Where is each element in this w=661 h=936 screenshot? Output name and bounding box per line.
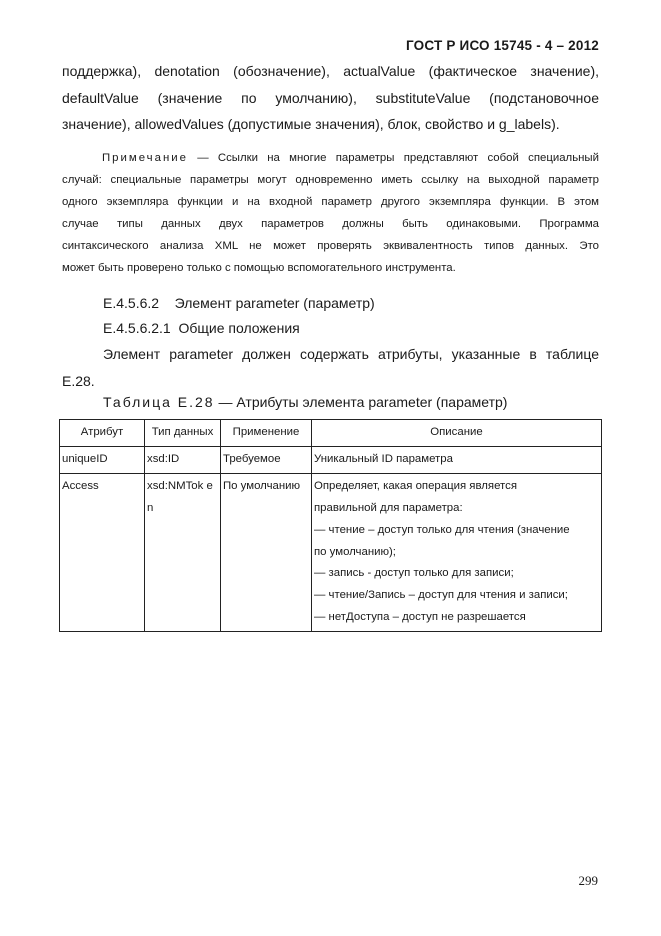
intro-paragraph [62,58,599,138]
note-block [62,148,599,279]
table-row [60,473,602,631]
description-line: — чтение – доступ только для чтения (значение [314,523,570,536]
cell-attribute: uniqueID [60,446,145,473]
page-number: 299 [578,873,598,888]
table-row [60,446,602,473]
column-header: Тип данных [145,420,221,447]
page-header: ГОСТ Р ИСО 15745 - 4 – 2012 [406,38,599,53]
note-text: Ссылки на многие параметры представляют собой специальный [217,152,599,164]
description-line: по умолчанию); [314,545,396,558]
note-line: может быть проверено только с помощью вспомогательного инструмента. [62,261,456,274]
attributes-table [59,419,602,632]
cell-description: Уникальный ID параметра [312,446,602,473]
intro-line: значение), allowedValues (допустимые значения), блок, свойство и g_labels). [62,116,560,132]
column-header: Применение [221,420,312,447]
body-paragraph [62,341,599,394]
description-line: — чтение/Запись – доступ для чтения и записи; [314,589,568,602]
note-label: Примечание [102,152,188,164]
table-header-row [60,420,602,447]
description-line: — нетДоступа – доступ не разрешается [314,611,526,624]
description-line: Определяет, какая операция является [314,479,517,492]
cell-attribute: Access [60,473,145,631]
note-line: синтаксического анализа XML не может проверять эквивалентность типов данных. Это [62,239,599,252]
cell-usage: Требуемое [221,446,312,473]
cell-usage: По умолчанию [221,473,312,631]
note-first-line [62,148,599,170]
table-caption-label: Таблица Е.28 [103,394,215,410]
body-line: Е.28. [62,372,95,389]
body-line: Элемент parameter должен содержать атрибуты, указанные в таблице [103,346,599,362]
subsection-heading: Е.4.5.6.2.1 Общие положения [103,320,300,336]
intro-line: поддержка), denotation (обозначение), actualValue (фактическое значение), [62,63,599,79]
cell-description [312,473,602,631]
note-dash: — [187,152,218,164]
description-line: — запись - доступ только для записи; [314,567,514,580]
note-line: одного экземпляра функции и на входной параметр другого экземпляра функции. В этом [62,195,599,208]
note-line: случай: специальные параметры могут одновременно иметь ссылку на выходной параметр [62,173,599,186]
cell-type: xsd:NMTok en [145,473,221,631]
description-line: правильной для параметра: [314,501,463,514]
column-header: Описание [312,420,602,447]
note-line: случае типы данных двух параметров должны быть одинаковыми. Программа [62,217,599,230]
table-caption-text: — Атрибуты элемента parameter (параметр) [214,394,508,410]
column-header: Атрибут [60,420,145,447]
cell-type: xsd:ID [145,446,221,473]
table-caption [103,394,507,410]
intro-line: defaultValue (значение по умолчанию), substituteValue (подстановочное [62,89,599,106]
section-heading: Е.4.5.6.2 Элемент parameter (параметр) [103,295,375,311]
